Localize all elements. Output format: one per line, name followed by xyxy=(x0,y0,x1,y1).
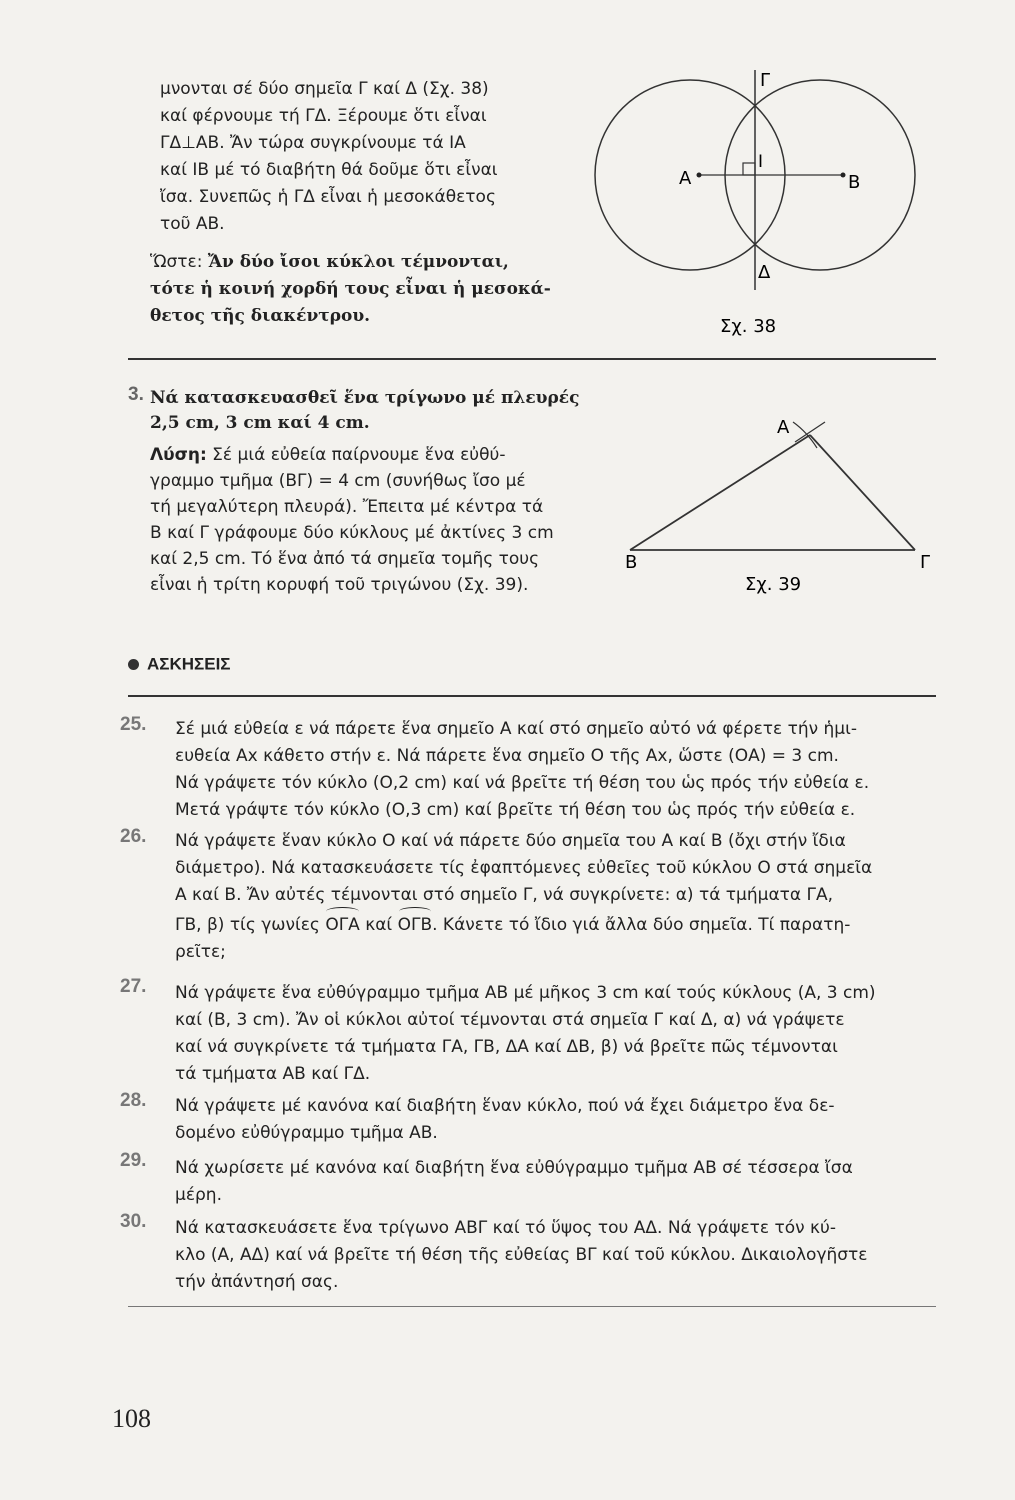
side-ba xyxy=(630,435,810,550)
exercise-line: Νά γράψετε ἕναν κύκλο Ο καί νά πάρετε δύο σημεῖα του Α καί Β (ὄχι στήν ἴδια xyxy=(175,831,846,851)
label-bottom: Δ xyxy=(758,262,771,283)
exercise-line: διάμετρο). Νά κατασκευάσετε τίς ἐφαπτόμενες εὐθεῖες τοῦ κύκλου Ο στά σημεῖα xyxy=(175,858,873,878)
figure-caption: Σχ. 38 xyxy=(720,316,777,337)
exercises-heading: ΑΣΚΗΣΕΙΣ xyxy=(147,654,231,674)
divider xyxy=(128,358,936,360)
point-a xyxy=(697,173,702,178)
exercise-line: Νά γράψετε μέ κανόνα καί διαβήτη ἕναν κύκλο, πού νά ἔχει διάμετρο ἕνα δε- xyxy=(175,1096,835,1116)
figure-38 xyxy=(585,60,930,360)
exercises-header xyxy=(128,654,231,675)
side-ga xyxy=(810,435,915,550)
exercise-number: 28. xyxy=(120,1090,147,1111)
right-angle-mark xyxy=(743,163,755,175)
angle-ogа: ΟΓΑ xyxy=(325,912,359,938)
label-right: Β xyxy=(848,172,861,193)
exercise-line: ΓΒ, β) τίς γωνίες ΟΓΑ καί ΟΓΒ. Κάνετε τό ἴδιο γιά ἄλλα δύο σημεῖα. Τί παρατη- xyxy=(175,912,935,938)
solution-line: Σέ μιά εὐθεία παίρνουμε ἕνα εὐθύ- xyxy=(206,445,506,465)
exercise-line: τήν ἀπάντησή σας. xyxy=(175,1272,339,1292)
bullet-icon xyxy=(128,659,139,670)
conclusion-line: θετος τῆς διακέντρου. xyxy=(150,306,371,326)
problem-title-line: 2,5 cm, 3 cm καί 4 cm. xyxy=(150,413,370,433)
conclusion-line: Ἄν δύο ἴσοι κύκλοι τέμνονται, xyxy=(207,252,509,272)
label-left: Β xyxy=(625,552,638,573)
label-apex: Α xyxy=(777,417,790,438)
exercise-line: Νά γράψετε τόν κύκλο (Ο,2 cm) καί νά βρεῖτε τή θέση του ὡς πρός τήν εὐθεία ε. xyxy=(175,773,870,793)
label-top: Γ xyxy=(760,70,771,91)
exercise-line: Νά κατασκευάσετε ἕνα τρίγωνο ΑΒΓ καί τό ὕψος του ΑΔ. Νά γράψετε τόν κύ- xyxy=(175,1218,836,1238)
exercise-line: Νά χωρίσετε μέ κανόνα καί διαβήτη ἕνα εὐθύγραμμο τμῆμα ΑΒ σέ τέσσερα ἴσα xyxy=(175,1158,853,1178)
point-b xyxy=(841,173,846,178)
exercise-line: δομένο εὐθύγραμμο τμῆμα ΑΒ. xyxy=(175,1123,438,1143)
label-left: Α xyxy=(679,168,692,189)
solution-line: Β καί Γ γράφουμε δύο κύκλους μέ ἀκτίνες 3 cm xyxy=(150,523,554,543)
exercise-number: 29. xyxy=(120,1150,147,1171)
conclusion-prefix: Ὥστε: xyxy=(150,252,208,272)
page-number: 108 xyxy=(112,1404,151,1433)
exercise-line: καί (Β, 3 cm). Ἄν οἱ κύκλοι αὐτοί τέμνονται στά σημεῖα Γ καί Δ, α) νά γράψετε xyxy=(175,1010,845,1030)
solution-line: τή μεγαλύτερη πλευρά). Ἔπειτα μέ κέντρα τά xyxy=(150,497,544,517)
solution-line: καί 2,5 cm. Τό ἕνα ἀπό τά σημεῖα τομῆς τους xyxy=(150,549,540,569)
intro-line: μνονται σέ δύο σημεῖα Γ καί Δ (Σχ. 38) xyxy=(160,79,489,99)
problem-title-line: Νά κατασκευασθεῖ ἕνα τρίγωνο μέ πλευρές xyxy=(150,388,580,408)
intro-line: καί φέρνουμε τή ΓΔ. Ξέρουμε ὅτι εἶναι xyxy=(160,106,487,126)
figure-39 xyxy=(615,390,935,605)
intro-line: ΓΔ⊥ΑΒ. Ἄν τώρα συγκρίνουμε τά ΙΑ xyxy=(160,133,466,153)
solution-line: γραμμο τμῆμα (ΒΓ) = 4 cm (συνήθως ἴσο μέ xyxy=(150,471,526,491)
exercise-line: Νά γράψετε ἕνα εὐθύγραμμο τμῆμα ΑΒ μέ μῆκος 3 cm καί τούς κύκλους (Α, 3 cm) xyxy=(175,983,876,1003)
intro-line: καί ΙΒ μέ τό διαβήτη θά δοῦμε ὅτι εἶναι xyxy=(160,160,498,180)
angle-ogb: ΟΓΒ xyxy=(398,912,433,938)
divider xyxy=(128,695,936,697)
exercise-line: μέρη. xyxy=(175,1185,222,1205)
exercise-line: Μετά γράψτε τόν κύκλο (Ο,3 cm) καί βρεῖτε τή θέση του ὡς πρός τήν εὐθεία ε. xyxy=(175,800,856,820)
problem-number: 3. xyxy=(128,384,144,405)
divider xyxy=(128,1306,936,1307)
intro-line: τοῦ ΑΒ. xyxy=(160,214,225,234)
solution-line: εἶναι ἡ τρίτη κορυφή τοῦ τριγώνου (Σχ. 39). xyxy=(150,575,529,595)
exercise-line: τά τμήματα ΑΒ καί ΓΔ. xyxy=(175,1064,371,1084)
intro-line: ἴσα. Συνεπῶς ἡ ΓΔ εἶναι ἡ μεσοκάθετος xyxy=(160,187,496,207)
exercise-number: 27. xyxy=(120,976,147,997)
exercise-number: 26. xyxy=(120,826,147,847)
exercise-line: καί νά συγκρίνετε τά τμήματα ΓΑ, ΓΒ, ΔΑ καί ΔΒ, β) νά βρεῖτε πῶς τέμνονται xyxy=(175,1037,838,1057)
exercise-number: 30. xyxy=(120,1211,147,1232)
figure-caption: Σχ. 39 xyxy=(745,574,802,595)
exercise-line: ρεῖτε; xyxy=(175,942,226,962)
exercise-line: κλο (Α, ΑΔ) καί νά βρεῖτε τή θέση τῆς εὐθείας ΒΓ καί τοῦ κύκλου. Δικαιολογῆστε xyxy=(175,1245,868,1265)
exercise-line: Σέ μιά εὐθεία ε νά πάρετε ἕνα σημεῖο Α καί στό σημεῖο αὐτό νά φέρετε τήν ἡμι- xyxy=(175,719,857,739)
label-right: Γ xyxy=(920,552,931,573)
label-center: Ι xyxy=(758,152,764,172)
solution-label: Λύση: xyxy=(150,445,207,465)
exercise-line: ευθεία Αx κάθετο στήν ε. Νά πάρετε ἕνα σημεῖο Ο τῆς Αx, ὥστε (ΟΑ) = 3 cm. xyxy=(175,746,839,766)
conclusion-line: τότε ἡ κοινή χορδή τους εἶναι ἡ μεσοκά- xyxy=(150,279,551,299)
exercise-line: Α καί Β. Ἄν αὐτές τέμνονται στό σημεῖο Γ, νά συγκρίνετε: α) τά τμήματα ΓΑ, xyxy=(175,885,834,905)
exercise-number: 25. xyxy=(120,714,147,735)
